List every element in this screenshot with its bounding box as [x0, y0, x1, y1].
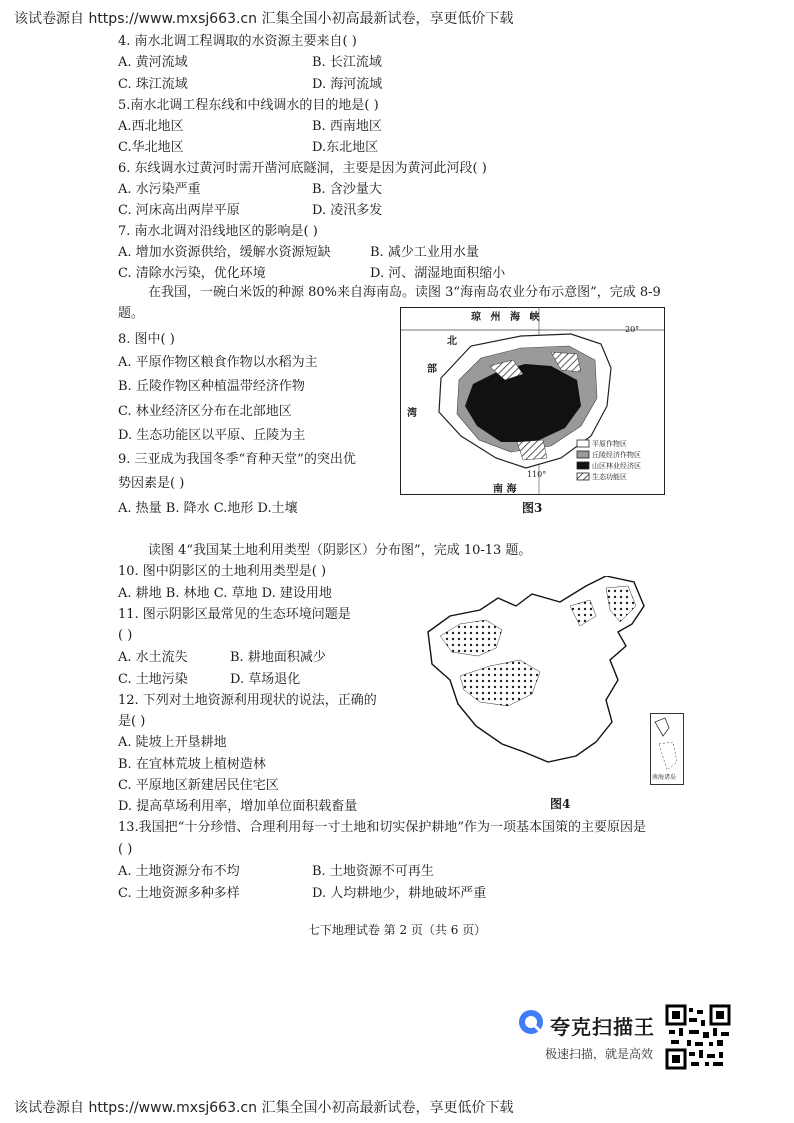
question-8-option-a: A. 平原作物区粮食作物以水稻为主 [118, 355, 318, 370]
question-8-option-d: D. 生态功能区以平原、丘陵为主 [118, 428, 306, 443]
figure-3-caption: 图3 [522, 501, 543, 515]
question-13-option-c: C. 土地资源多种多样 [118, 886, 240, 901]
question-4-option-c: C. 珠江流域 [118, 77, 188, 92]
map-legend [592, 439, 641, 483]
question-13-stem-line2: ( ) [118, 842, 133, 857]
question-12-option-d: D. 提高草场利用率，增加单位面积载畜量 [118, 799, 358, 814]
intro-questions-10-13: 读图 4“我国某土地利用类型（阴影区）分布图”，完成 10-13 题。 [148, 543, 532, 558]
question-10-stem: 10. 图中阴影区的土地利用类型是( ) [118, 564, 327, 579]
map-label-gulf: 湾 [407, 408, 417, 419]
question-11-option-a: A. 水土流失 [118, 650, 188, 665]
question-11-stem: 11. 图示阴影区最常见的生态环境问题是 [118, 607, 351, 622]
question-11-option-c: C. 土地污染 [118, 672, 188, 687]
question-9-stem: 9. 三亚成为我国冬季“育种天堂”的突出优 [118, 452, 356, 467]
south-china-sea-inset [650, 713, 684, 785]
question-4-option-d: D. 海河流域 [312, 77, 383, 92]
question-8-option-b: B. 丘陵作物区种植温带经济作物 [118, 379, 305, 394]
scanner-logo-icon [517, 1008, 545, 1040]
question-4-option-a: A. 黄河流域 [118, 55, 188, 70]
question-6-option-d: D. 凌汛多发 [312, 203, 383, 218]
china-map-graphic [420, 576, 685, 788]
question-13-option-a: A. 土地资源分布不均 [118, 864, 240, 879]
question-7-option-c: C. 清除水污染，优化环境 [118, 266, 266, 281]
question-6-option-a: A. 水污染严重 [118, 182, 201, 197]
intro-questions-8-9-line2: 题。 [118, 306, 145, 321]
map-label-north: 北 [447, 336, 457, 347]
question-12-stem-line2: 是( ) [118, 714, 146, 729]
qr-code-icon [665, 1004, 731, 1070]
question-5-stem: 5.南水北调工程东线和中线调水的目的地是( ) [118, 98, 379, 113]
map-label-longitude: 110° [527, 470, 547, 479]
question-13-stem: 13.我国把“十分珍惜、合理利用每一寸土地和切实保护耕地”作为一项基本国策的主要原因是 [118, 820, 646, 835]
scanner-brand-icon [517, 1008, 545, 1036]
question-12-option-b: B. 在宜林荒坡上植树造林 [118, 757, 266, 772]
question-5-option-a: A.西北地区 [118, 119, 184, 134]
intro-questions-8-9: 在我国，一碗白米饭的种源 80%来自海南岛。读图 3“海南岛农业分布示意图”，完成 8-9 [148, 285, 661, 300]
legend-ecological: 生态功能区 [592, 473, 627, 481]
question-8-option-c: C. 林业经济区分布在北部地区 [118, 404, 292, 419]
map-label-bu: 部 [427, 364, 437, 375]
china-land-use-map [420, 576, 685, 788]
question-7-stem: 7. 南水北调对沿线地区的影响是( ) [118, 224, 318, 239]
figure-4-caption: 图4 [550, 797, 571, 811]
map-label-strait: 琼 州 海 峡 [471, 312, 543, 323]
legend-mountain-forestry: 山区林业经济区 [592, 462, 641, 470]
question-11-option-d: D. 草场退化 [230, 672, 301, 687]
question-11-stem-line2: ( ) [118, 628, 133, 643]
question-7-option-b: B. 减少工业用水量 [370, 245, 479, 260]
inset-label: 南海诸岛 [652, 774, 677, 781]
legend-plain-crop: 平原作物区 [592, 440, 627, 448]
hainan-agriculture-map [400, 307, 665, 495]
question-4-option-b: B. 长江流域 [312, 55, 382, 70]
question-6-option-c: C. 河床高出两岸平原 [118, 203, 240, 218]
source-banner-top: 该试卷源自 https://www.mxsj663.cn 汇集全国小初高最新试卷，享更低价下载 [14, 11, 514, 27]
question-13-option-d: D. 人均耕地少，耕地破坏严重 [312, 886, 487, 901]
question-10-options: A. 耕地 B. 林地 C. 草地 D. 建设用地 [118, 586, 332, 601]
question-4-stem: 4. 南水北调工程调取的水资源主要来自( ) [118, 34, 357, 49]
question-12-option-a: A. 陡坡上开垦耕地 [118, 735, 227, 750]
map-label-latitude: 20° [625, 325, 640, 334]
question-5-option-c: C.华北地区 [118, 140, 184, 155]
question-12-stem: 12. 下列对土地资源利用现状的说法，正确的 [118, 693, 377, 708]
qr-code-graphic [665, 1004, 731, 1070]
question-5-option-b: B. 西南地区 [312, 119, 382, 134]
source-banner-bottom: 该试卷源自 https://www.mxsj663.cn 汇集全国小初高最新试卷，享更低价下载 [14, 1100, 514, 1116]
question-9-options: A. 热量 B. 降水 C.地形 D.土壤 [118, 501, 298, 516]
question-12-option-c: C. 平原地区新建居民住宅区 [118, 778, 279, 793]
page-footer: 七下地理试卷 第 2 页（共 6 页） [307, 923, 487, 937]
question-9-stem-line2: 势因素是( ) [118, 476, 185, 491]
question-6-option-b: B. 含沙量大 [312, 182, 382, 197]
question-6-stem: 6. 东线调水过黄河时需开凿河底隧洞，主要是因为黄河此河段( ) [118, 161, 487, 176]
map-label-south-sea: 南 海 [493, 484, 517, 495]
question-8-stem: 8. 图中( ) [118, 332, 175, 347]
scanner-subtitle: 极速扫描，就是高效 [545, 1047, 654, 1061]
legend-hill-cash-crop: 丘陵经济作物区 [592, 451, 641, 459]
scanner-title: 夸克扫描王 [550, 1015, 655, 1039]
question-5-option-d: D.东北地区 [312, 140, 379, 155]
question-11-option-b: B. 耕地面积减少 [230, 650, 326, 665]
question-13-option-b: B. 土地资源不可再生 [312, 864, 434, 879]
question-7-option-a: A. 增加水资源供给，缓解水资源短缺 [118, 245, 331, 260]
question-7-option-d: D. 河、湖湿地面积缩小 [370, 266, 506, 281]
